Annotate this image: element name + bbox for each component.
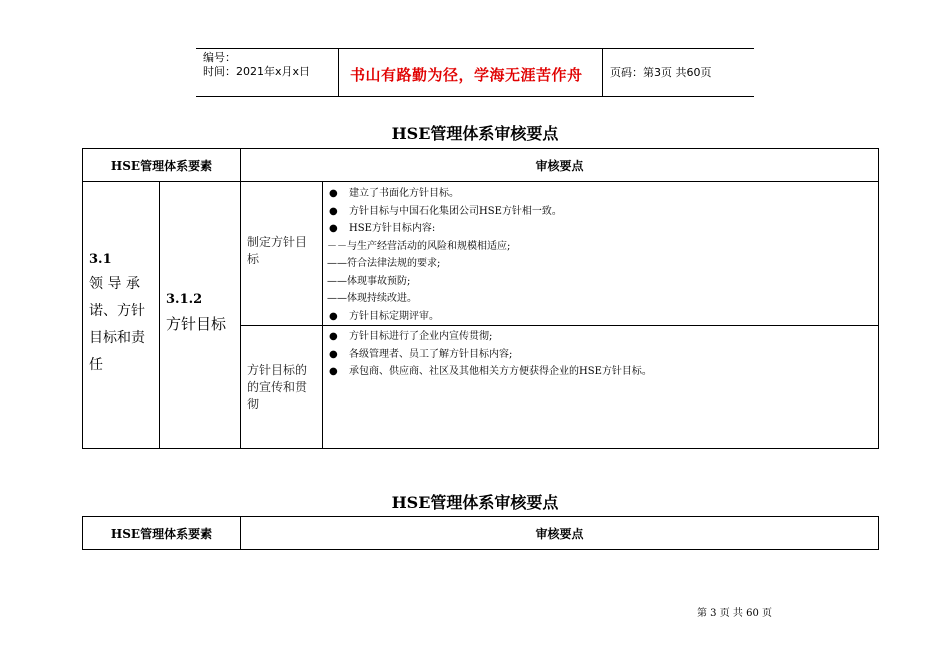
sub-element-name: 方针目标 [166, 315, 227, 333]
sub-element-cell [160, 182, 241, 449]
audit-table-2 [82, 516, 879, 550]
page-footer: 第 3 页 共 60 页 [697, 608, 772, 619]
item-cell [241, 326, 323, 449]
header-top-rule [196, 48, 754, 49]
points-cell [323, 182, 879, 326]
section2-title: HSE管理体系审核要点 [391, 493, 559, 512]
header-date-label: 时间：2021年x月x日 [203, 65, 311, 78]
header-points-cell: 审核要点 [241, 149, 879, 182]
list-item: ——体现事故预防; [327, 275, 411, 287]
bullet-icon: ● [329, 188, 338, 199]
list-item: ● 建立了书面化方针目标。 [323, 185, 878, 203]
list-item: ● 方针目标与中国石化集团公司HSE方针相一致。 [323, 203, 878, 221]
bullet-icon: ● [329, 223, 338, 234]
header-page-label: 页码：第3页 共60页 [610, 66, 712, 79]
element-name-line: 领 导 承 [89, 275, 140, 292]
header-bottom-rule [196, 96, 754, 97]
header-element-cell: HSE管理体系要素 [83, 517, 241, 550]
element-number: 3.1 [89, 251, 112, 267]
audit-table-1-header-row [83, 149, 879, 182]
list-item: ● HSE方针目标内容: [323, 220, 878, 238]
list-item: ● 承包商、供应商、社区及其他相关方方便获得企业的HSE方针目标。 [323, 363, 878, 381]
bullet-icon: ● [329, 331, 338, 342]
item-cell [241, 182, 323, 326]
list-item: ——体现持续改进。 [327, 293, 417, 304]
header-points-cell: 审核要点 [241, 517, 879, 550]
header-number-label: 编号： [203, 51, 236, 64]
list-item: ——符合法律法规的要求; [327, 258, 441, 269]
header-divider-right [602, 48, 603, 96]
table-row [83, 182, 879, 326]
bullet-icon: ● [329, 366, 338, 377]
header-element-cell: HSE管理体系要素 [83, 149, 241, 182]
list-item: －－与生产经营活动的风险和规模相适应; [327, 240, 511, 252]
list-item: ● 方针目标进行了企业内宣传贯彻; [323, 328, 878, 346]
list-item: ● 方针目标定期评审。 [323, 308, 878, 326]
section1-title: HSE管理体系审核要点 [391, 124, 559, 143]
element-name-line: 目标和责 [89, 329, 145, 346]
bullet-icon: ● [329, 348, 338, 360]
header-motto: 书山有路勤为径，学海无涯苦作舟 [350, 66, 583, 84]
sub-element-number: 3.1.2 [166, 292, 203, 307]
bullet-icon: ● [329, 205, 338, 217]
element-name-line: 诺、方针 [89, 302, 145, 319]
element-cell [83, 182, 160, 449]
audit-table-2-header-row [83, 517, 879, 550]
item-label: 方针目标的的宣传和贯彻 [247, 362, 308, 411]
item-label: 制定方针目标 [247, 234, 308, 266]
audit-table-1 [82, 148, 879, 449]
element-name-line: 任 [89, 356, 103, 373]
bullet-icon: ● [329, 310, 338, 322]
header-divider-left [338, 48, 339, 96]
list-item: ● 各级管理者、员工了解方针目标内容; [323, 346, 878, 364]
element-name [89, 271, 159, 379]
points-cell [323, 326, 879, 449]
